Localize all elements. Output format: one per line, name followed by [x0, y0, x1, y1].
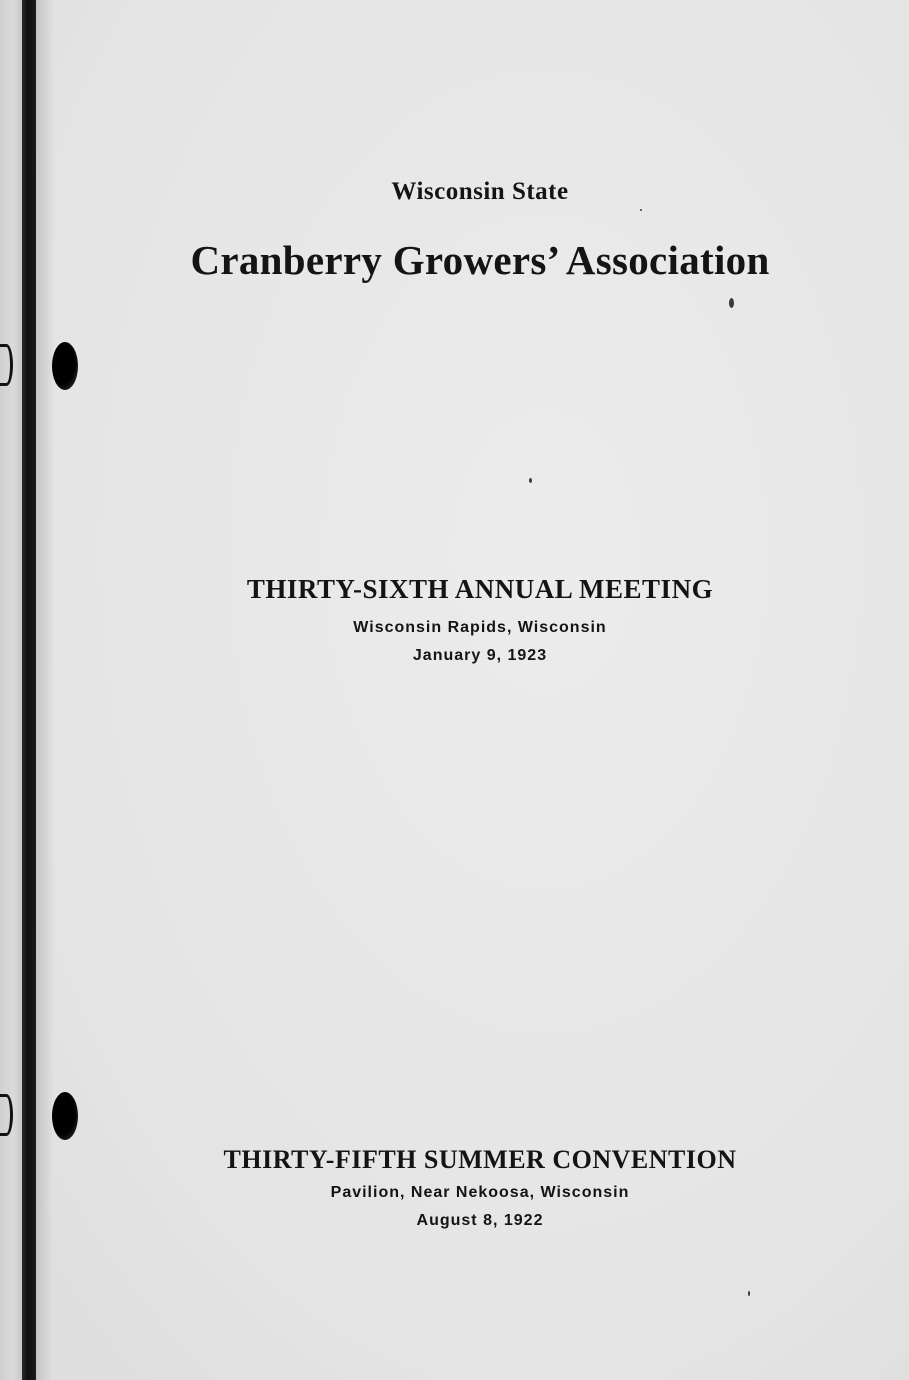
binding-line — [22, 0, 36, 1380]
page-edge-strip — [0, 0, 22, 1380]
paper-speck — [729, 298, 734, 308]
binding-shadow — [36, 0, 54, 1380]
state-heading: Wisconsin State — [391, 178, 569, 205]
annual-meeting-location: Wisconsin Rapids, Wisconsin — [353, 619, 607, 636]
association-title: Cranberry Growers’ Association — [190, 237, 770, 283]
paper-speck — [640, 209, 642, 211]
annual-meeting-date: January 9, 1923 — [412, 647, 548, 664]
punch-hole-bottom — [52, 1092, 78, 1140]
summer-convention-title: THIRTY-FIFTH SUMMER CONVENTION — [223, 1145, 737, 1174]
punch-hole-top — [52, 342, 78, 390]
annual-meeting-title: THIRTY-SIXTH ANNUAL MEETING — [246, 574, 714, 604]
summer-convention-location: Pavilion, Near Nekoosa, Wisconsin — [330, 1184, 630, 1201]
paper-speck — [529, 478, 532, 483]
punch-hole-edge-top — [0, 344, 13, 386]
paper-speck — [748, 1291, 750, 1296]
punch-hole-edge-bottom — [0, 1094, 13, 1136]
summer-convention-date: August 8, 1922 — [416, 1212, 544, 1229]
